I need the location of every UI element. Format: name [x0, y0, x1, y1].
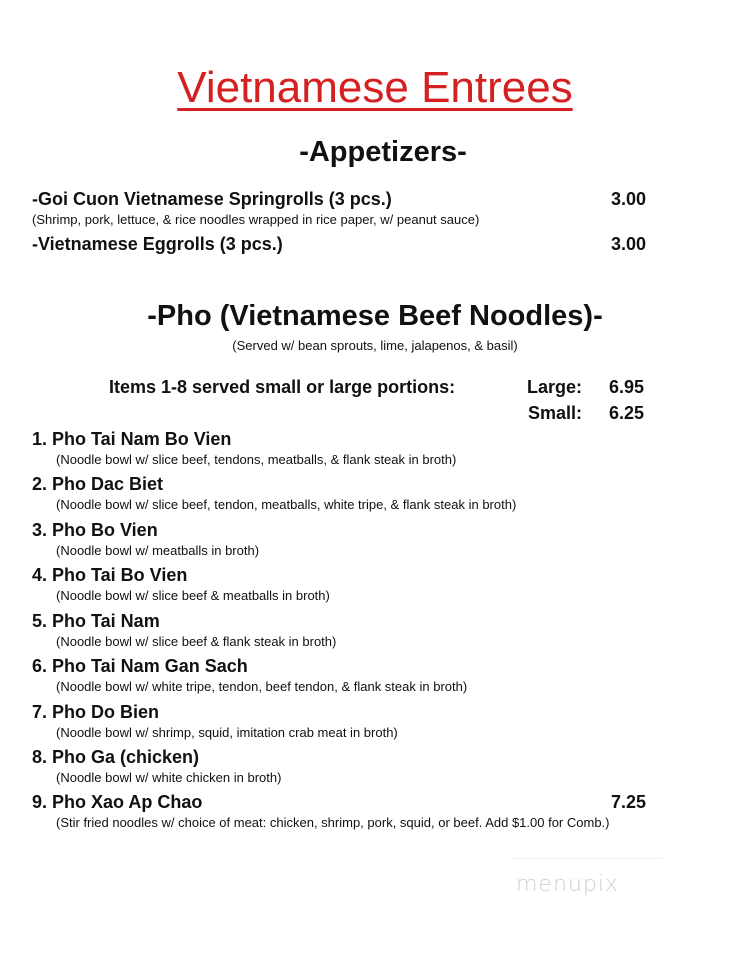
page-title-text: Vietnamese Entrees [177, 63, 573, 112]
pho-item-3 [32, 518, 652, 560]
pho-heading: -Pho (Vietnamese Beef Noodles)- [147, 300, 603, 332]
item-price: 3.00 [610, 234, 646, 254]
item-description: (Shrimp, pork, lettuce, & rice noodles wrapped in rice paper, w/ peanut sauce) [32, 212, 480, 227]
small-price: 6.25 [608, 403, 644, 423]
item-name: -Vietnamese Eggrolls (3 pcs.) [32, 234, 283, 254]
page-title [0, 60, 750, 116]
pho-item-8 [32, 745, 652, 787]
watermark-divider [512, 858, 662, 859]
item-name: 3. Pho Bo Vien [32, 520, 158, 540]
item-name: 8. Pho Ga (chicken) [32, 747, 200, 767]
menupix-watermark: menupix [516, 872, 619, 897]
item-name: 7. Pho Do Bien [32, 702, 160, 722]
small-label: Small: [527, 403, 582, 423]
item-description: (Noodle bowl w/ slice beef, tendon, meatballs, white tripe, & flank steak in broth) [56, 497, 517, 512]
item-name: 9. Pho Xao Ap Chao [32, 792, 203, 812]
large-label: Large: [526, 377, 582, 397]
pho-item-1 [32, 427, 652, 469]
item-price: 7.25 [610, 792, 646, 812]
item-description: (Noodle bowl w/ white chicken in broth) [56, 770, 282, 785]
pho-subtitle: (Served w/ bean sprouts, lime, jalapenos, & basil) [232, 338, 518, 353]
item-description: (Noodle bowl w/ shrimp, squid, imitation crab meat in broth) [56, 725, 398, 740]
item-name: 1. Pho Tai Nam Bo Vien [32, 429, 232, 449]
item-name: 5. Pho Tai Nam [32, 611, 160, 631]
large-price: 6.95 [608, 377, 644, 397]
menu-item-springrolls [32, 187, 652, 229]
item-name: 4. Pho Tai Bo Vien [32, 565, 188, 585]
item-description: (Noodle bowl w/ slice beef & flank steak in broth) [56, 634, 337, 649]
portions-pricing [0, 374, 750, 424]
item-price: 3.00 [610, 189, 646, 209]
menu-item-eggrolls [32, 232, 652, 256]
item-description: (Noodle bowl w/ slice beef & meatballs in broth) [56, 588, 330, 603]
appetizers-heading: -Appetizers- [299, 136, 467, 168]
item-description: (Noodle bowl w/ white tripe, tendon, beef tendon, & flank steak in broth) [56, 679, 468, 694]
pho-item-5 [32, 609, 652, 651]
pho-item-7 [32, 700, 652, 742]
item-name: 2. Pho Dac Biet [32, 474, 164, 494]
portions-label: Items 1-8 served small or large portions: [109, 377, 456, 397]
pho-item-4 [32, 563, 652, 605]
item-name: -Goi Cuon Vietnamese Springrolls (3 pcs.) [32, 189, 392, 209]
item-description: (Noodle bowl w/ meatballs in broth) [56, 543, 260, 558]
item-description: (Stir fried noodles w/ choice of meat: chicken, shrimp, pork, squid, or beef. Add $1.00 for Comb.) [56, 815, 610, 830]
pho-item-9 [32, 790, 652, 832]
pho-item-2 [32, 472, 652, 514]
item-name: 6. Pho Tai Nam Gan Sach [32, 656, 248, 676]
pho-item-6 [32, 654, 652, 696]
item-description: (Noodle bowl w/ slice beef, tendons, meatballs, & flank steak in broth) [56, 452, 457, 467]
